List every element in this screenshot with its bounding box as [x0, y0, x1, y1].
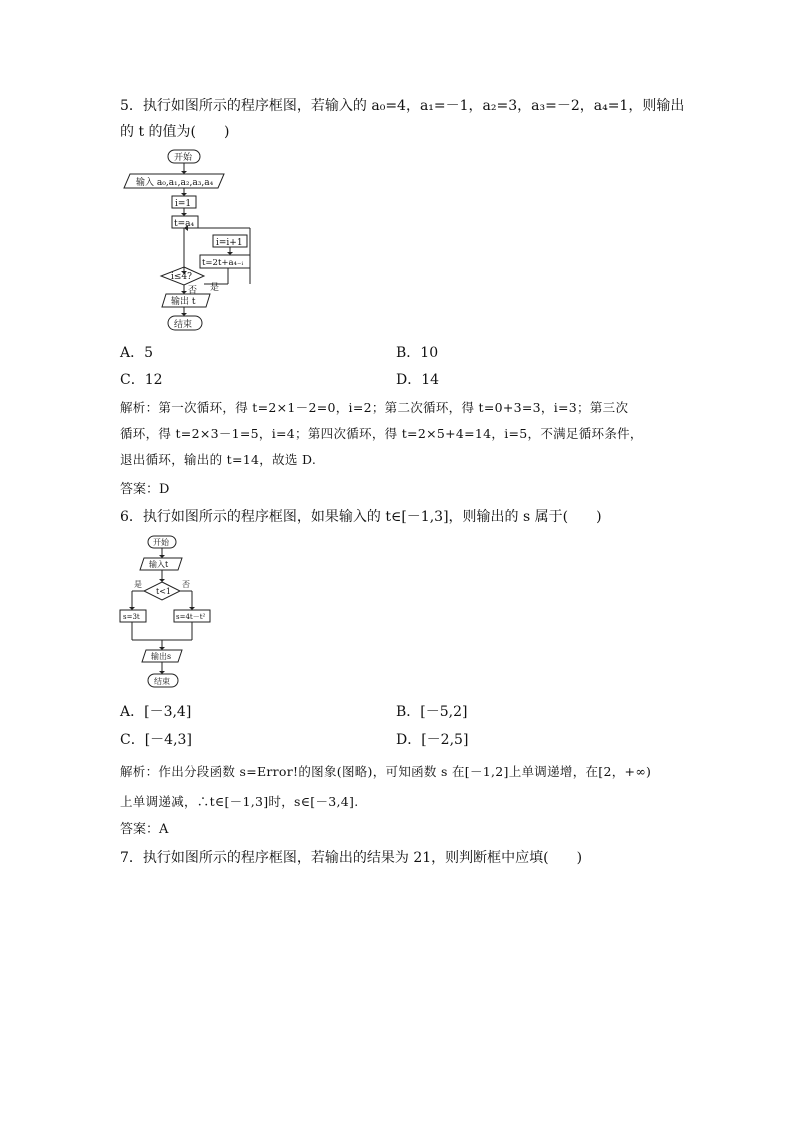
q5-flow-init-i: i=1 — [175, 199, 192, 209]
q6-option-c: C．[－4,3] — [120, 732, 192, 748]
q5-flow-yes: 是 — [210, 283, 220, 293]
q5-flow-inc: i=i+1 — [216, 238, 243, 248]
q5-option-a: A．5 — [120, 345, 154, 361]
q5-option-b: B．10 — [396, 345, 439, 361]
q5-flowchart — [118, 146, 258, 334]
q5-flow-input: 输入 a₀,a₁,a₂,a₃,a₄ — [136, 178, 214, 188]
q5-flow-no: 否 — [188, 286, 198, 296]
q6-flow-yes: 是 — [134, 580, 142, 589]
q5-flow-init-t: t=a₄ — [174, 219, 195, 229]
q7-stem: 7．执行如图所示的程序框图，若输出的结果为 21，则判断框中应填( ) — [120, 850, 583, 866]
q6-flow-output: 输出s — [151, 652, 172, 661]
q5-answer: 答案：D — [120, 482, 170, 497]
q5-solution-line1: 解析：第一次循环，得 t=2×1－2=0，i=2；第二次循环，得 t=0+3=3，i=3；第三次 — [120, 400, 629, 415]
q6-flow-left: s=3t — [123, 613, 140, 621]
q5-flow-output: 输出 t — [171, 297, 196, 307]
q5-flow-end: 结束 — [174, 320, 193, 330]
q6-flowchart — [118, 532, 218, 694]
q6-flow-input: 输入t — [149, 560, 169, 569]
q5-flow-update: t=2t+a₄₋ᵢ — [202, 258, 244, 268]
q5-option-c: C．12 — [120, 372, 163, 388]
q5-stem-line2: 的 t 的值为( ) — [120, 124, 230, 140]
q5-flow-cond: i≤4? — [171, 272, 192, 282]
q6-flow-end: 结束 — [154, 677, 170, 686]
q6-solution-line2: 上单调递减，∴t∈[－1,3]时，s∈[－3,4]. — [120, 794, 359, 809]
q5-solution-line2: 循环，得 t=2×3－1=5，i=4；第四次循环，得 t=2×5+4=14，i=5，不满足循环条件， — [120, 426, 643, 441]
q6-flow-no: 否 — [182, 580, 190, 589]
q6-flow-right: s=4t－t² — [176, 613, 206, 621]
q6-option-a: A．[－3,4] — [120, 704, 192, 720]
q5-stem-line1: 5．执行如图所示的程序框图，若输入的 a₀=4，a₁=－1，a₂=3，a₃=－2，a₄=1，则输出 — [120, 98, 685, 114]
q6-option-d: D．[－2,5] — [396, 732, 469, 748]
q6-flow-cond: t<1 — [156, 587, 172, 596]
q6-stem: 6．执行如图所示的程序框图，如果输入的 t∈[－1,3]，则输出的 s 属于( ) — [120, 509, 602, 525]
q6-option-b: B．[－5,2] — [396, 704, 468, 720]
q6-flow-start: 开始 — [153, 538, 169, 547]
q6-solution-line1: 解析：作出分段函数 s=Error!的图象(图略)，可知函数 s 在[－1,2]上单调递增，在[2，+∞) — [120, 764, 652, 779]
q5-flow-start: 开始 — [174, 153, 193, 163]
q6-answer: 答案：A — [120, 822, 169, 837]
q5-solution-line3: 退出循环，输出的 t=14，故选 D. — [120, 452, 317, 467]
q5-option-d: D．14 — [396, 372, 440, 388]
